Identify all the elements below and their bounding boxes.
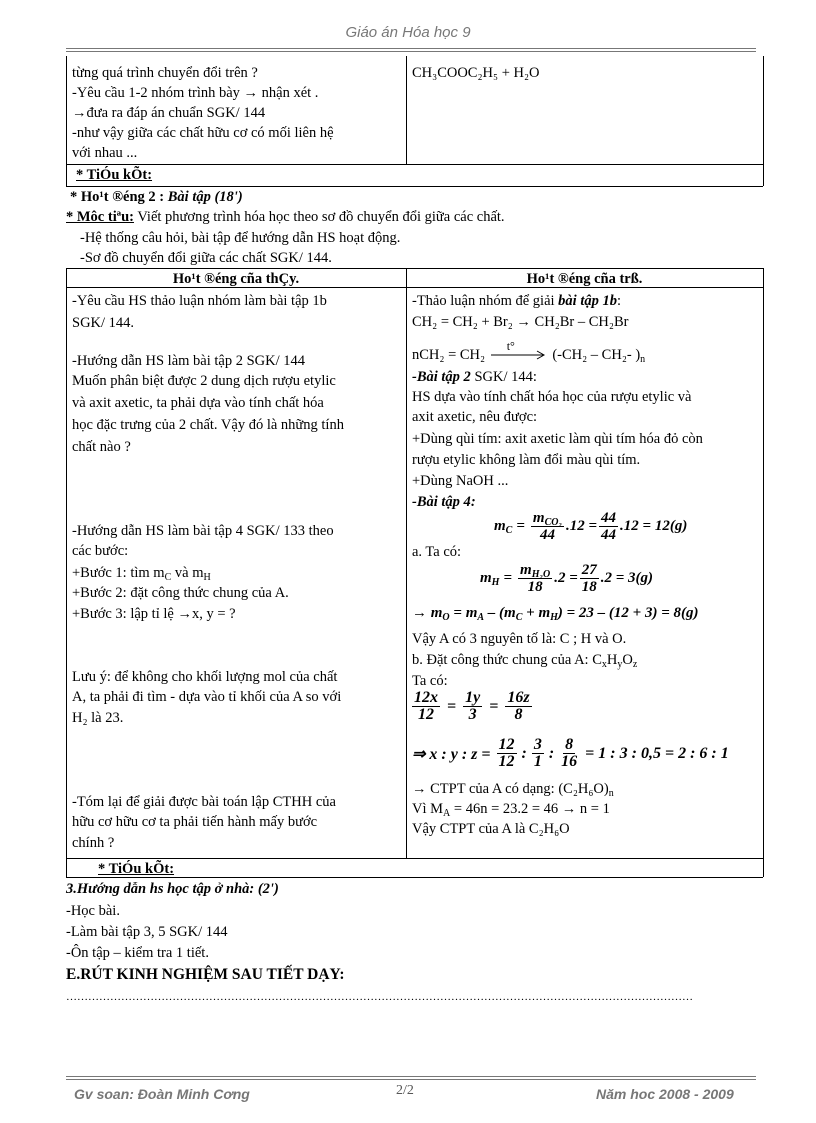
student-text: -Thảo luận nhóm để giải <box>412 293 559 309</box>
table-border <box>406 268 407 858</box>
math-den: 44 <box>539 527 555 543</box>
eq-sub: n <box>640 354 646 365</box>
teacher-text: chất nào ? <box>72 439 131 455</box>
table-border <box>66 858 763 859</box>
math-num: 8 <box>565 736 574 753</box>
exercise-label: -Bài tập 2 <box>412 369 471 385</box>
homework-title: 3.Hướng dẫn hs học tập ở nhà: (2') <box>66 881 279 897</box>
goal-text: Viết phương trình hóa học theo sơ đồ chuyển đổi giữa các chất. <box>133 209 505 225</box>
footer-rule <box>66 1076 756 1080</box>
activity-line: -Hệ thống câu hỏi, bài tập để hướng dẫn HS hoạt động. <box>80 230 401 246</box>
top-left-line: →đưa ra đáp án chuẩn SGK/ 144 <box>72 105 266 121</box>
teacher-step-2: +Bước 2: đặt công thức chung của A. <box>72 585 289 601</box>
arrow-icon <box>489 346 549 364</box>
step-text: và m <box>171 565 204 581</box>
activity-line: -Sơ đồ chuyển đổi giữa các chất SGK/ 144. <box>80 250 332 266</box>
math-num: 1y <box>465 689 481 706</box>
math-sub: A <box>477 612 485 623</box>
math-colon: : <box>521 744 527 762</box>
student-text: : <box>616 293 622 309</box>
step-text: +Bước 1: tìm m <box>72 565 165 581</box>
math-den: 44 <box>601 527 617 543</box>
homework-item: -Học bài. <box>66 903 120 919</box>
experience-title: E.RÚT KINH NGHIỆM SAU TIẾT DẠY: <box>66 966 345 983</box>
student-text: b. Đặt công thức chung của A: C <box>412 652 602 668</box>
teacher-step-1 <box>72 564 211 582</box>
math-text: = m <box>449 605 478 621</box>
math-eq: = <box>489 697 499 715</box>
student-text: rượu etylic không làm đổi màu qùi tím. <box>412 452 641 468</box>
math-sub: O <box>442 612 450 623</box>
student-text: → CTPT của A có dạng: (C₂H₆O) <box>412 781 609 797</box>
student-text: : <box>470 494 476 510</box>
equation-mc <box>494 510 687 543</box>
teacher-text: -Hướng dẫn HS làm bài tập 4 SGK/ 133 theo <box>72 523 334 539</box>
math-sub: H <box>550 612 558 623</box>
student-b4-heading <box>412 493 476 511</box>
reaction-arrow <box>489 339 549 364</box>
math-num: 12x <box>414 689 438 706</box>
teacher-text: Muốn phân biệt được 2 dung dịch rượu etylic <box>72 373 336 389</box>
top-left-line: -như vậy giữa các chất hữu cơ có mối liên hệ <box>72 125 334 141</box>
student-text: +Dùng NaOH ... <box>412 473 509 489</box>
teacher-step-3: +Bước 3: lập tỉ lệ →x, y = ? <box>72 606 236 622</box>
top-left-line: từng quá trình chuyển đổi trên ? <box>72 65 258 81</box>
student-text: axit axetic, nêu được: <box>412 409 538 425</box>
math-sub: A <box>443 808 451 819</box>
student-text: O <box>622 652 633 668</box>
math-sub: n <box>608 788 614 799</box>
math-num: 3 <box>533 736 542 753</box>
exercise-label: -Bài tập 4 <box>412 494 471 510</box>
student-text: H <box>606 652 618 668</box>
math-text: ⇒ x : y : z = <box>412 745 491 763</box>
teacher-text: SGK/ 144. <box>72 315 135 331</box>
student-text: = 46n = 23.2 = 46 → n = 1 <box>450 801 610 817</box>
molar-mass-line <box>412 800 610 818</box>
math-num: 12 <box>498 736 515 753</box>
table-border <box>763 56 764 186</box>
top-left-line: với nhau ... <box>72 145 138 161</box>
math-eq: = <box>516 518 525 534</box>
table-border <box>763 268 764 877</box>
math-den: 18 <box>527 579 543 595</box>
equation-mh <box>480 562 653 595</box>
math-den: 12 <box>498 753 515 770</box>
equation-polymerization <box>412 339 646 365</box>
teacher-text: hữu cơ hữu cơ ta phải tiến hành mấy bước <box>72 814 318 830</box>
math-eq: = <box>503 570 513 586</box>
math-text: .2 = 3(g) <box>600 570 654 586</box>
math-den: 3 <box>468 706 477 723</box>
math-text: – (m <box>484 605 516 621</box>
math-num: 27 <box>581 562 597 578</box>
table-border <box>66 268 67 877</box>
teacher-note: Lưu ý: để không cho khối lượng mol của chất <box>72 669 338 685</box>
teacher-text: -Yêu cầu HS thảo luận nhóm làm bài tập 1b <box>72 293 327 309</box>
final-formula: Vậy CTPT của A là C₂H₆O <box>412 821 570 837</box>
math-text: + m <box>522 605 551 621</box>
math-num: 16z <box>507 689 530 706</box>
table-border <box>406 56 407 164</box>
math-sub: H₂O <box>531 569 551 580</box>
math-sub: z <box>632 659 638 670</box>
top-left-line: -Yêu cầu 1-2 nhóm trình bày → nhận xét . <box>72 85 319 101</box>
ester-formula: CH₃COOC₂H₅ + H₂O <box>412 65 540 81</box>
teacher-text: -Hướng dẫn HS làm bài tập 2 SGK/ 144 <box>72 353 306 369</box>
math-sub: CO₂ <box>544 517 562 528</box>
arrow-condition: t° <box>506 339 515 353</box>
student-text: SGK/ 144: <box>470 369 537 385</box>
summary-heading: * TiÓu kÕt: <box>76 167 153 183</box>
math-sub: y <box>617 659 623 670</box>
teacher-note: H₂ là 23. <box>72 710 124 726</box>
table-border <box>66 186 763 187</box>
column-header-teacher: Ho¹t ®éng cña thÇy. <box>172 271 300 287</box>
teacher-text: các bước: <box>72 543 129 559</box>
student-text: +Dùng qùi tím: axit axetic làm qùi tím hóa đỏ còn <box>412 431 703 447</box>
ctpt-line <box>412 780 614 798</box>
math-den: 1 <box>533 753 542 770</box>
experience-dots: ……………………………………………………………………………………………………………………………………………………… <box>66 991 693 1003</box>
equation-ratio <box>412 690 534 723</box>
step-sub: H <box>203 572 211 583</box>
math-text: .2 = <box>554 570 578 586</box>
equation-xyz <box>412 737 729 770</box>
student-text: HS dựa vào tính chất hóa học của rượu etylic và <box>412 389 692 405</box>
math-num: 44 <box>601 510 617 526</box>
math-text: = 1 : 3 : 0,5 = 2 : 6 : 1 <box>585 744 729 762</box>
summary-heading: * TiÓu kÕt: <box>98 861 175 877</box>
math-text: → m <box>412 605 443 621</box>
math-den: 16 <box>561 753 578 770</box>
eq-right: (-CH₂ – CH₂- ) <box>552 347 641 363</box>
column-header-student: Ho¹t ®éng cña trß. <box>526 271 643 287</box>
teacher-text: chính ? <box>72 835 115 851</box>
math-text: .12 = 12(g) <box>620 518 688 534</box>
teacher-text: học đặc trưng của 2 chất. Vậy đó là những tính <box>72 417 344 433</box>
math-den: 12 <box>418 706 434 723</box>
math-sub: x <box>601 659 607 670</box>
activity-label: * Ho¹t ®éng 2 : <box>70 189 165 205</box>
footer-year: Năm hoc 2008 - 2009 <box>596 1086 734 1102</box>
math-var: m <box>494 518 506 534</box>
table-border <box>66 56 67 186</box>
math-var: m <box>480 570 492 586</box>
student-text: Vậy A có 3 nguyên tố là: C ; H và O. <box>412 631 627 647</box>
math-den: 18 <box>581 579 597 595</box>
page-header-title: Giáo án Hóa học 9 <box>345 24 471 41</box>
activity-title: Bài tập (18') <box>167 189 243 205</box>
eq-left: nCH₂ = CH₂ <box>412 347 486 363</box>
teacher-text: và axit axetic, ta phải dựa vào tính chất hóa <box>72 395 324 411</box>
math-var: m <box>520 562 532 578</box>
table-border <box>66 164 763 165</box>
step-sub: C <box>164 572 172 583</box>
math-sub: C <box>505 525 513 536</box>
equation-mo <box>412 604 699 622</box>
goal-label: * Môc tiªu: <box>66 209 134 225</box>
equation-bromination: CH₂ = CH₂ + Br₂ → CH₂Br – CH₂Br <box>412 314 629 330</box>
table-border <box>66 268 763 269</box>
header-rule <box>66 48 756 52</box>
footer-author: Gv soan: Đoàn Minh Cơng <box>74 1086 250 1102</box>
math-den: 8 <box>514 706 523 723</box>
student-text: Vì M <box>412 801 444 817</box>
footer-page: 2/2 <box>396 1083 414 1098</box>
exercise-label: bài tập 1b <box>558 293 617 309</box>
math-text: ) = 23 – (12 + 3) = 8(g) <box>557 605 699 621</box>
math-var: m <box>532 510 545 526</box>
math-sub: C <box>515 612 523 623</box>
homework-item: -Làm bài tập 3, 5 SGK/ 144 <box>66 924 228 940</box>
math-text: .12 = <box>565 518 598 534</box>
part-a-label: a. Ta có: <box>412 544 462 560</box>
math-eq: = <box>447 697 457 715</box>
student-b2-heading <box>412 368 537 386</box>
student-b1-line <box>412 292 621 310</box>
teacher-text: -Tóm lại để giải được bài toán lập CTHH của <box>72 794 336 810</box>
math-sub: H <box>491 577 500 588</box>
part-b-line <box>412 651 637 669</box>
math-colon: : <box>548 744 555 762</box>
student-text: Ta có: <box>412 673 448 689</box>
homework-item: -Ôn tập – kiểm tra 1 tiết. <box>66 945 209 961</box>
teacher-note: A, ta phải đi tìm - dựa vào tỉ khối của A so với <box>72 689 342 705</box>
